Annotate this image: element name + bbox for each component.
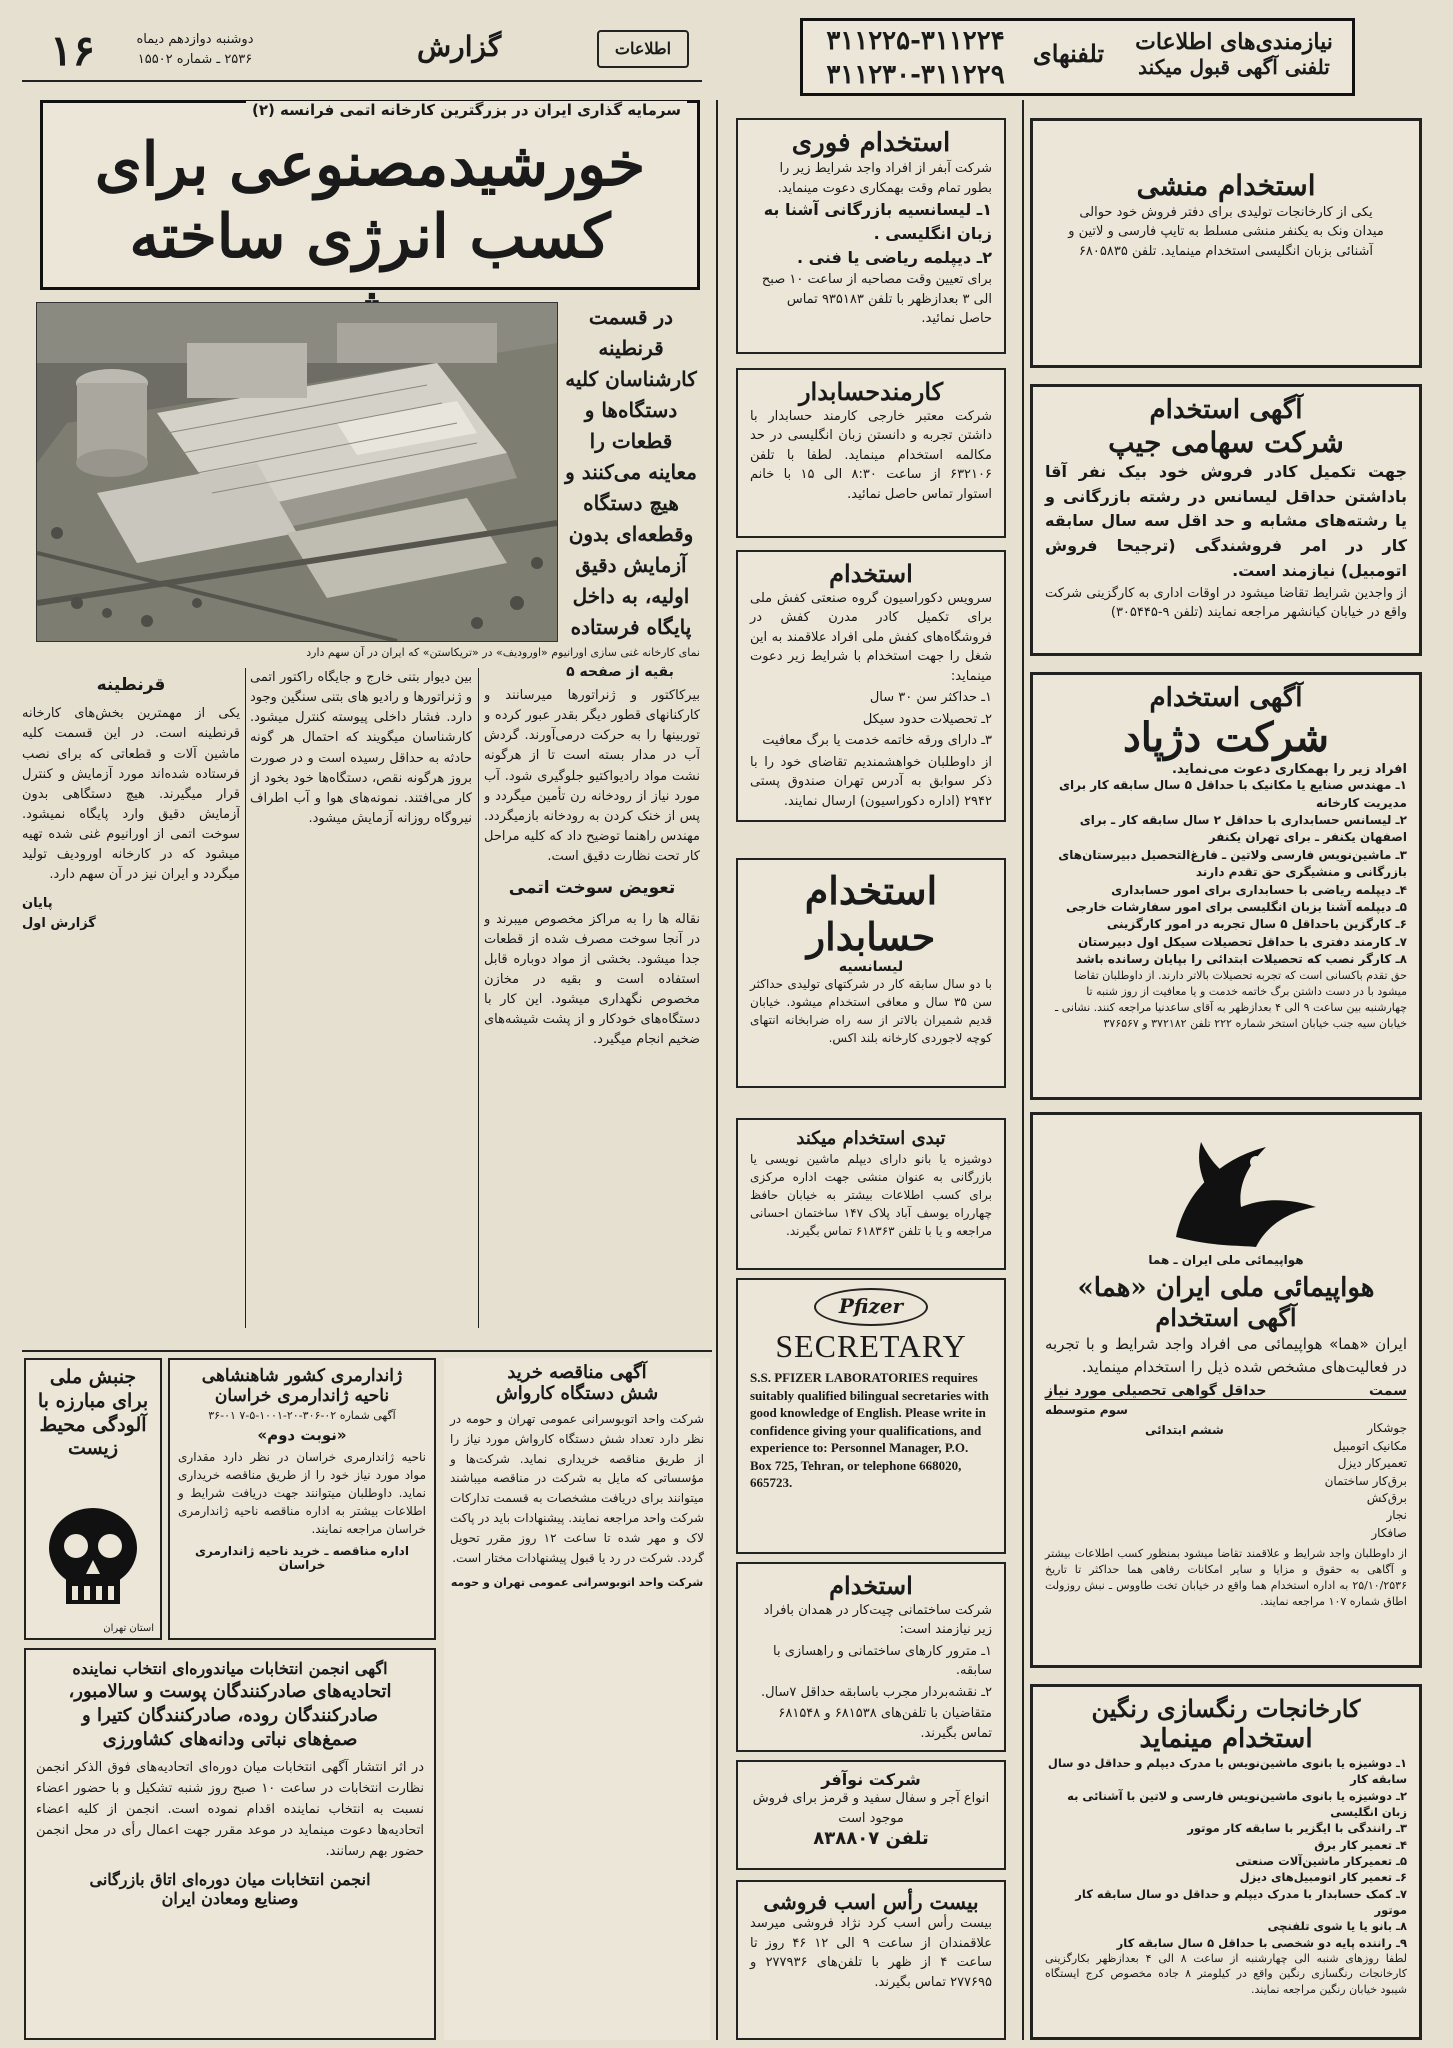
- issue-date: [120, 30, 270, 69]
- article-col1-subhead: تعویض سوخت اتمی: [508, 878, 676, 899]
- photo-caption: نمای کارخانه غنی سازی اورانیوم «اورودیف» در «تریکاستن» که ایران در آن سهم دارد: [306, 646, 700, 659]
- classifieds-label: [1124, 29, 1344, 79]
- horse-body: بیست رأس اسب کرد نژاد فروشی میرسد علاقمندان از ساعت ۹ الی ۱۲ ۴۶ روز تا ساعت ۴ از ظهر با تلفن‌های ۲۷۷۹۳۶ و ۲۷۷۶۹۵ تماس بگیرند.: [750, 1916, 992, 1990]
- acct-title: کارمندحسابدار: [798, 377, 944, 406]
- article-column-2: [250, 668, 472, 1348]
- acct2-sub: لیسانسیه: [838, 959, 904, 976]
- article-bottom-rule: [22, 1350, 712, 1352]
- gendarmerie-title1: ژاندارمری کشور شاهنشاهی: [201, 1366, 403, 1386]
- tender-title2: شش دستگاه کارواش: [495, 1383, 659, 1404]
- homa-role: تعمیرکار دیزل: [1337, 1456, 1407, 1471]
- brick-body: انواع آجر و سفال سفید و قرمز برای فروش موجود است: [752, 1791, 990, 1826]
- article-col3-subhead: قرنطینه: [96, 675, 166, 695]
- homa-tail: از داوطلبان واجد شرایط و علاقمند تقاضا میشود بمنظور کسب اطلاعات بیشتر و آگاهی به حقوق و مزایا و سایر امکانات رفاهی هما حداکثر تا تاریخ ۲۵/۱۰/۲۵۳۶ به اداره استخدام هما واقع در خیابان تخت طاووس ـ نبش روزولت اطاق شماره ۱۰۷ مراجعه نمایند.: [1045, 1547, 1407, 1609]
- article-headline-box: [40, 100, 700, 290]
- shoe-item1: ۱ـ حداکثر سن ۳۰ سال: [869, 690, 992, 706]
- pfizer-logo-text: Pfizer: [838, 1294, 904, 1318]
- skull-icon: [26, 1500, 160, 1620]
- continued-note: بقیه از صفحه ۵: [566, 664, 674, 680]
- pfizer-body: S.S. PFIZER LABORATORIES requires suitably qualified bilingual secretaries with good knowledge of English. Please write in confidence giving your qualifications, and experience to: Personnel Manager, P.O. Box 725, Tehran, or telephone 668020, 665723.: [750, 1370, 989, 1491]
- article-byline: پایان: [22, 895, 53, 911]
- urgent-item1: ۱ـ لیسانسیه بازرگانی آشنا به زبان انگلیسی .: [763, 200, 992, 244]
- tender-sign: شرکت واحد اتوبوسرانی عمومی تهران و حومه: [450, 1576, 704, 1590]
- article-col3-text: یکی از مهمترین بخش‌های کارخانه قرنطینه است. در این قسمت کلیه ماشین آلات و قطعاتی که برای نصب فرستاده شده‌اند مورد آزمایش و کنترل قرار میگیرند. هیچ دستگاهی بدون آزمایش دقیق وارد پایگاه نمیشود. سوخت اتمی از اورانیوم غنی شده تهیه میشود که در کارخانه اورودیف تولید میگردد و ایران نیز در آن سهم دارد.: [22, 706, 240, 883]
- election-title: [36, 1658, 424, 1752]
- column-divider-left: [716, 100, 718, 2040]
- article-col-rule-2: [245, 668, 246, 1328]
- election-title-line2: اتحادیه‌های صادرکنندگان پوست و سالامبور،: [68, 1680, 392, 1702]
- gendarmerie-body: ناحیه ژاندارمری خراسان در نظر دارد مقداری مواد مورد نیاز خود را از طریق مناقصه خریداری نماید. داوطلبان میتوانند جهت دریافت شرایط و اطلاعات بیشتر به اداره مناقصه ناحیه ژاندارمری خراسان مراجعه نمایند.: [178, 1450, 426, 1536]
- article-col1-text: بیرکاکتور و ژنراتورها میرسانند و کارکنانهای قطور دیگر بقدر عبور کرده و توربینها را به حرکت درمی‌آورند. گردش آب در مدار بسته است تا از هرگونه نشت مواد رادیواکتیو جلوگیری شود. آب مورد نیاز از رودخانه رن تأمین میگردد و پس از خنک کردن به رودخانه بازمیگردد. مهندس راهنما توضیح داد که کلیه مراحل کار تحت نظارت دقیق است.: [484, 688, 700, 865]
- homa-col-b: ششم ابتدائی: [1145, 1423, 1224, 1438]
- header-left-bar: [22, 24, 702, 82]
- classifieds-line1: نیازمندی‌های اطلاعات: [1135, 29, 1333, 55]
- ad-urgent-hiring: [736, 118, 1006, 354]
- dezhpad-item: ۳ـ ماشین‌نویس فارسی ولاتین ـ فارغ‌التحصیل دبیرستان‌های بازرگانی و منشیگری حق تقدم دارند: [1058, 847, 1407, 880]
- article-photo: [36, 302, 558, 642]
- construct-tail: متقاضیان با تلفن‌های ۶۸۱۵۳۸ و ۶۸۱۵۴۸ تماس بگیرند.: [778, 1706, 992, 1741]
- ad-construction: [736, 1562, 1006, 1752]
- ad-rangin: [1030, 1684, 1422, 2040]
- shoe-item2: ۲ـ تحصیلات حدود سیکل: [862, 711, 992, 727]
- homa-education-cols: [1045, 1400, 1407, 1420]
- horse-title: بیست رأس اسب فروشی: [763, 1890, 979, 1914]
- ad-jeep: [1030, 384, 1422, 656]
- dezhpad-item: ۴ـ دیپلمه ریاضی با حسابداری برای امور حسابداری: [1111, 882, 1407, 897]
- rangin-item: ۱ـ دوشیزه یا بانوی ماشین‌نویس با مدرک دیپلم و حداقل دو سال سابقه کار: [1047, 1755, 1407, 1787]
- gendarmerie-round: «نوبت دوم»: [257, 1426, 347, 1444]
- article-column-3: [22, 668, 240, 1348]
- article-headline-line2: کسب انرژی ساخته: [129, 202, 611, 272]
- poster-text: جنبش ملی برای مبارزه با آلودگی محیط زیست: [37, 1366, 149, 1460]
- construct-item2: ۲ـ نقشه‌بردار مجرب باسابقه حداقل ۷سال.: [760, 1684, 992, 1700]
- construct-title: استخدام: [829, 1571, 913, 1600]
- jeep-title2: شرکت سهامی جیپ: [1108, 426, 1344, 460]
- rangin-title2: استخدام مینماید: [1139, 1723, 1313, 1754]
- acct-body: شرکت معتبر خارجی کارمند حسابدار با داشتن تجربه و دانستن زبان انگلیسی در حد مکالمه استخدام مینماید. لطفا با تلفن ۶۳۲۱۰۶ از ساعت ۸:۳۰ الی ۱۵ با خانم استوار تماس حاصل نمائید.: [750, 408, 992, 502]
- dezhpad-item: ۶ـ کارگزین باحداقل ۵ سال تجربه در امور کارگزینی: [1106, 917, 1407, 932]
- homa-col-a: سوم متوسطه: [1045, 1403, 1128, 1418]
- article-byline-2: گزارش اول: [22, 915, 96, 931]
- ad-bricks: [736, 1760, 1006, 1870]
- homa-title: هواپیمائی ملی ایران «هما»: [1077, 1273, 1375, 1303]
- dezhpad-intro: افراد زیر را بهمکاری دعوت می‌نماید.: [1172, 762, 1407, 778]
- acct2-body: با دو سال سابقه کار در شرکتهای تولیدی حداکثر سن ۳۵ سال و معافی استخدام میشود. خیابان قدیم شمیران بالاتر از سه راه ضرابخانه انتهای کوچه لاجوردی کارخانه بلند اکس.: [750, 977, 992, 1046]
- rangin-tail: لطفا روزهای شنبه الی چهارشنبه از ساعت ۸ الی ۴ بعدازظهر بکارگزینی کارخانجات رنگسازی رنگین واقع در کیلومتر ۸ جاده مخصوص کرج ایستگاه شیبود خیابان رنگین مراجعه نمایند.: [1045, 1951, 1407, 1996]
- tender-title1: آگهی مناقصه خرید: [507, 1362, 647, 1383]
- ad-homa: [1030, 1112, 1422, 1668]
- dezhpad-item: ۷ـ کارمند دفتری با حداقل تحصیلات سیکل اول دبیرستان: [1077, 934, 1407, 949]
- homa-role: صافکار: [1371, 1525, 1407, 1540]
- homa-roles: [1045, 1420, 1407, 1542]
- construct-item1: ۱ـ مترور کارهای ساختمانی و راهسازی با سابقه.: [773, 1643, 992, 1679]
- column-divider-right: [1022, 100, 1024, 2040]
- issue-date-line2: ۲۵۳۶ ـ شماره ۱۵۵۰۲: [137, 51, 253, 67]
- homa-logo-text: هواپیمائی ملی ایران ـ هما: [1148, 1253, 1304, 1267]
- article-headline-line1: خورشیدمصنوعی برای: [94, 130, 646, 200]
- secretary-body: یکی از کارخانجات تولیدی برای دفتر فروش خود حوالی میدان ونک به یکنفر منشی مسلط به تایپ فارسی و لاتین و آشنائی بزبان انگلیسی استخدام مینماید. تلفن ۶۸۰۵۸۳۵: [1068, 204, 1384, 259]
- ad-pfizer: [736, 1278, 1006, 1554]
- ad-accountant-bachelor: [736, 858, 1006, 1088]
- dezhpad-item: ۱ـ مهندس صنایع یا مکانیک با حداقل ۵ سال سابقه کار برای مدیریت کارخانه: [1059, 778, 1407, 810]
- header-right-banner: [800, 18, 1355, 96]
- shoe-title: استخدام: [829, 559, 913, 588]
- shoe-item3: ۳ـ دارای ورقه خاتمه خدمت یا برگ معافیت: [762, 733, 992, 749]
- homa-body: ایران «هما» هواپیمائی می افراد واجد شرایط و با تجربه در فعالیت‌های مشخص شده ذیل را استخدام مینماید.: [1045, 1334, 1407, 1377]
- homa-head-education: حداقل گواهی تحصیلی مورد نیاز: [1045, 1383, 1267, 1400]
- gendarmerie-ref: آگهی شماره ۰۲-۳۰۶-۲۰-۱۰۰۱-۵-۷ ۰۱-۳۶: [208, 1409, 396, 1422]
- construct-body: شرکت ساختمانی چیت‌کار در همدان بافراد زیر نیازمند است:: [763, 1602, 992, 1638]
- article-column-1: [484, 686, 700, 1346]
- election-notice: [24, 1648, 436, 2040]
- homa-logo: [1045, 1123, 1407, 1273]
- phones-label: تلفنهای: [1032, 39, 1105, 68]
- secretary-title: استخدام منشی: [1136, 169, 1316, 202]
- rangin-item: ۵ـ تعمیرکار ماشین‌آلات صنعتی: [1235, 1853, 1407, 1868]
- ad-accountant-clerk: [736, 368, 1006, 538]
- election-title-line4: صمغ‌های نباتی ودانه‌های کشاورزی: [102, 1729, 358, 1751]
- acct2-title1: استخدام: [804, 868, 938, 913]
- ad-secretary: [1030, 118, 1422, 368]
- shoe-body: سرویس دکوراسیون گروه صنعتی کفش ملی برای تکمیل کادر مدرن کفش در فروشگاه‌های کفش ملی افراد علاقمند به این شغل را جهت استخدام با شرایط زیر دعوت مینماید:: [750, 590, 992, 684]
- gendarmerie-title2: ناحیه ژاندارمری خراسان: [214, 1386, 390, 1406]
- urgent-tail: برای تعیین وقت مصاحبه از ساعت ۱۰ صبح الی ۳ بعدازظهر با تلفن ۹۳۵۱۸۳ تماس حاصل نمائید.: [761, 272, 992, 327]
- rangin-item: ۲ـ دوشیزه یا بانوی ماشین‌نویس فارسی و لاتین با آشنائی به زبان انگلیسی: [1067, 1788, 1407, 1819]
- jeep-title1: آگهی استخدام: [1149, 395, 1303, 425]
- gendarmerie-notice: [168, 1358, 436, 1640]
- dezhpad-item: ۲ـ لیسانس حسابداری با حداقل ۲ سال سابقه کار ـ برای اصفهان یکنفر ـ برای تهران یکنفر: [1079, 812, 1407, 845]
- environment-poster: [24, 1358, 162, 1640]
- phone-line2: ۳۱۱۲۳۰-۳۱۱۲۲۹: [826, 59, 1005, 90]
- section-title: گزارش: [417, 30, 502, 63]
- rangin-item: ۸ـ بانو یا یا شوی تلفنچی: [1267, 1919, 1407, 1934]
- election-body: در اثر انتشار آگهی انتخابات میان دوره‌ای اتحادیه‌های فوق الذکر انجمن نظارت انتخابات در ساعت ۱۰ صبح روز شنبه تشکیل و با حضور اعضاء نسبت به انتخاب نماینده اقدام نموده است. انجمن از کلیه اعضاء اتحادیه‌ها دعوت مینماید در موعد مقرر جهت اعمال رأی در محل انجمن حضور بهم رسانند.: [36, 1760, 424, 1859]
- page-number: ۱۶: [50, 26, 96, 75]
- shoe-tail: از داوطلبان خواهشمندیم تقاضای خود را با ذکر سوابق به آدرس تهران صندوق پستی ۲۹۴۲ (اداره دکوراسیون) ارسال نمایند.: [750, 754, 992, 809]
- nuclear-plant-illustration: [37, 303, 557, 641]
- dezhpad-tail: حق تقدم باکسانی است که تجربه تحصیلات بالاتر دارند. از داوطلبان تقاضا میشود با در دست داشتن برگ خاتمه خدمت و یا معافیت از روز شنبه تا چهارشنبه بین ساعت ۹ الی ۴ بعدازظهر به آقای ساعدنیا مراجعه کنند. نشانی ـ خیابان سیه جنب خیابان استخر شماره ۲۲۲ تلفن ۳۷۲۱۸۲ و ۳۷۶۵۶۷: [1055, 969, 1407, 1031]
- dezhpad-item: ۸ـ کارگر نصب که تحصیلات ابتدائی را بپایان رسانده باشد: [1075, 952, 1407, 967]
- homa-role: مکانیک اتومبیل: [1333, 1438, 1407, 1453]
- jeep-body: جهت تکمیل کادر فروش خود بیک نفر آقا باداشتن حداقل لیسانس در رشته بازرگانی و یا رشته‌های مشابه و حد اقل سه سال سابقه کار در امر فروشندگی (ترجیحا فروش اتومبیل) نیازمند است.: [1045, 461, 1407, 580]
- phone-numbers: [813, 25, 1018, 93]
- rangin-items: [1045, 1755, 1407, 1951]
- article-col-rule-1: [478, 668, 479, 1328]
- article-side-text: در قسمت قرنطینه کارشناسان کلیه دستگاه‌ها و قطعات را معاینه می‌کنند و هیچ دستگاه وقطعه‌ای بدون آزمایش دقیق اولیه، به داخل پایگاه فرستاده: [565, 305, 697, 639]
- poster-caption: استان تهران: [103, 1623, 154, 1634]
- dezhpad-item: ۵ـ دیپلمه آشنا بزبان انگلیسی برای امور سفارشات خارجی: [1065, 899, 1407, 914]
- acct2-title2: حسابدار: [806, 913, 936, 959]
- tender-body: شرکت واحد اتوبوسرانی عمومی تهران و حومه در نظر دارد تعداد شش دستگاه کارواش مورد نیاز را از طریق مناقصه خریداری نماید. شرکت‌ها و مؤسساتی که مایل به شرکت در مناقصه میباشند میتوانند برای دریافت مشخصات به قسمت تدارکات شرکت واحد مراجعه نمایند. پیشنهادات باید در پاکت لاک و مهر شده تا ساعت ۱۲ روز مقرر تحویل گردد. شرکت در رد یا قبول پیشنهادات مختار است.: [450, 1412, 704, 1565]
- ad-horses: [736, 1880, 1006, 2040]
- ad-shoe-company: [736, 550, 1006, 822]
- gendarmerie-sign: اداره مناقصه ـ خرید ناحیه ژاندارمری خراسان: [195, 1544, 409, 1572]
- ad-typist: [736, 1118, 1006, 1270]
- homa-role: نجار: [1386, 1508, 1407, 1523]
- rangin-item: ۳ـ رانندگی با ایگزیر با سابقه کار موتور: [1187, 1821, 1407, 1836]
- brick-company: شرکت نوآفر: [821, 1770, 921, 1789]
- homa-role: جوشکار: [1367, 1421, 1407, 1436]
- article-col1b-text: نقاله ها را به مراکز مخصوص میبرند و در آنجا سوخت مصرف شده از قطعات جدا میشود. بخشی از مواد دوباره قابل استفاده است و بقیه در مخازن مخصوص نگهداری میشود. این کار با دستگاه‌های خودکار و از پشت شیشه‌های ضخیم انجام میگیرد.: [484, 911, 700, 1048]
- carwash-tender: [444, 1358, 710, 2040]
- pfizer-title: SECRETARY: [775, 1328, 967, 1364]
- ad-dezhpad: [1030, 672, 1422, 1100]
- issue-date-line1: دوشنبه دوازدهم دیماه: [136, 32, 254, 47]
- masthead-logo-text: اطلاعات: [614, 39, 672, 58]
- rangin-title1: کارخانجات رنگسازی رنگین: [1091, 1694, 1361, 1723]
- urgent-item2: ۲ـ دیپلمه ریاضی یا فنی .: [797, 248, 992, 268]
- dezhpad-title1: آگهی استخدام: [1149, 683, 1303, 713]
- pfizer-logo: [814, 1288, 928, 1326]
- phone-line1: ۳۱۱۲۲۵-۳۱۱۲۲۴: [826, 26, 1005, 56]
- article-kicker: سرمایه گذاری ایران در بزرگترین کارخانه اتمی فرانسه (۲): [246, 101, 687, 119]
- election-sign2: وصنایع ومعادن ایران: [161, 1889, 299, 1909]
- rangin-item: ۴ـ تعمیر کار برق: [1314, 1837, 1407, 1852]
- typist-title: تبدی استخدام میکند: [796, 1128, 946, 1149]
- brick-phone: تلفن ۸۳۸۸۰۷: [813, 1828, 929, 1849]
- article-col2-text: بین دیوار بتنی خارج و جایگاه راکتور اتمی و ژنراتورها و رادیو های بتنی سنگین وجود دارد. فشار داخلی پیوسته کنترل میشود. کارشناسان میگویند که احتمال هر گونه حادثه به حداقل رسیده است و در صورت بروز هرگونه نقص، دستگاه‌ها خود بخود از کار می‌افتند. نمونه‌های هوا و آب اطراف نیروگاه روزانه آزمایش میشود.: [250, 670, 472, 826]
- rangin-item: ۹ـ راننده پایه دو شخصی با حداقل ۵ سال سابقه کار: [1116, 1935, 1407, 1950]
- homa-bird-icon: [1116, 1127, 1336, 1267]
- jeep-tail: از واجدین شرایط تقاضا میشود در اوقات اداری به کارگزینی شرکت واقع در خیابان کیانشهر مراجعه نمایند (تلفن ۹-۳۰۵۴۴۵): [1045, 585, 1407, 621]
- homa-table: [1045, 1383, 1407, 1542]
- homa-sub: آگهی استخدام: [1155, 1303, 1297, 1333]
- homa-role: برق‌کش: [1366, 1491, 1407, 1506]
- dezhpad-title2: شرکت دژپاد: [1122, 714, 1330, 762]
- dezhpad-items: [1045, 777, 1407, 968]
- election-title-line3: صادرکنندگان روده، صادرکنندگان کتیرا و: [81, 1704, 379, 1726]
- urgent-intro: شرکت آبفر از افراد واجد شرایط زیر را بطور تمام وقت بهمکاری دعوت مینماید.: [777, 161, 992, 196]
- urgent-title: استخدام فوری: [791, 128, 951, 158]
- election-title-line1: اگهی انجمن انتخابات میاندوره‌ای انتخاب نماینده: [72, 1659, 388, 1678]
- homa-head-position: سمت: [1369, 1383, 1407, 1400]
- rangin-item: ۶ـ تعمیر کار اتومبیل‌های دیزل: [1239, 1870, 1407, 1885]
- homa-table-header: [1045, 1383, 1407, 1400]
- masthead-logo: [597, 30, 689, 68]
- typist-body: دوشیزه یا بانو دارای دیپلم ماشین نویسی یا بازرگانی به عنوان منشی جهت اداره مرکزی برای کسب اطلاعات بیشتر به خیابان حافظ چهارراه یوسف آباد پلاک ۱۴۷ ساختمان احسانی مراجعه و یا با تلفن ۶۱۸۳۶۳ تماس بگیرند.: [750, 1151, 992, 1238]
- rangin-item: ۷ـ کمک حسابدار با مدرک دیپلم و حداقل دو سال سابقه کار موتور: [1075, 1886, 1407, 1917]
- homa-role: برق‌کار ساختمان: [1324, 1473, 1407, 1488]
- election-sign1: انجمن انتخابات میان دوره‌ای اتاق بازرگانی: [89, 1870, 371, 1890]
- classifieds-line2: تلفنی آگهی قبول میکند: [1138, 55, 1330, 79]
